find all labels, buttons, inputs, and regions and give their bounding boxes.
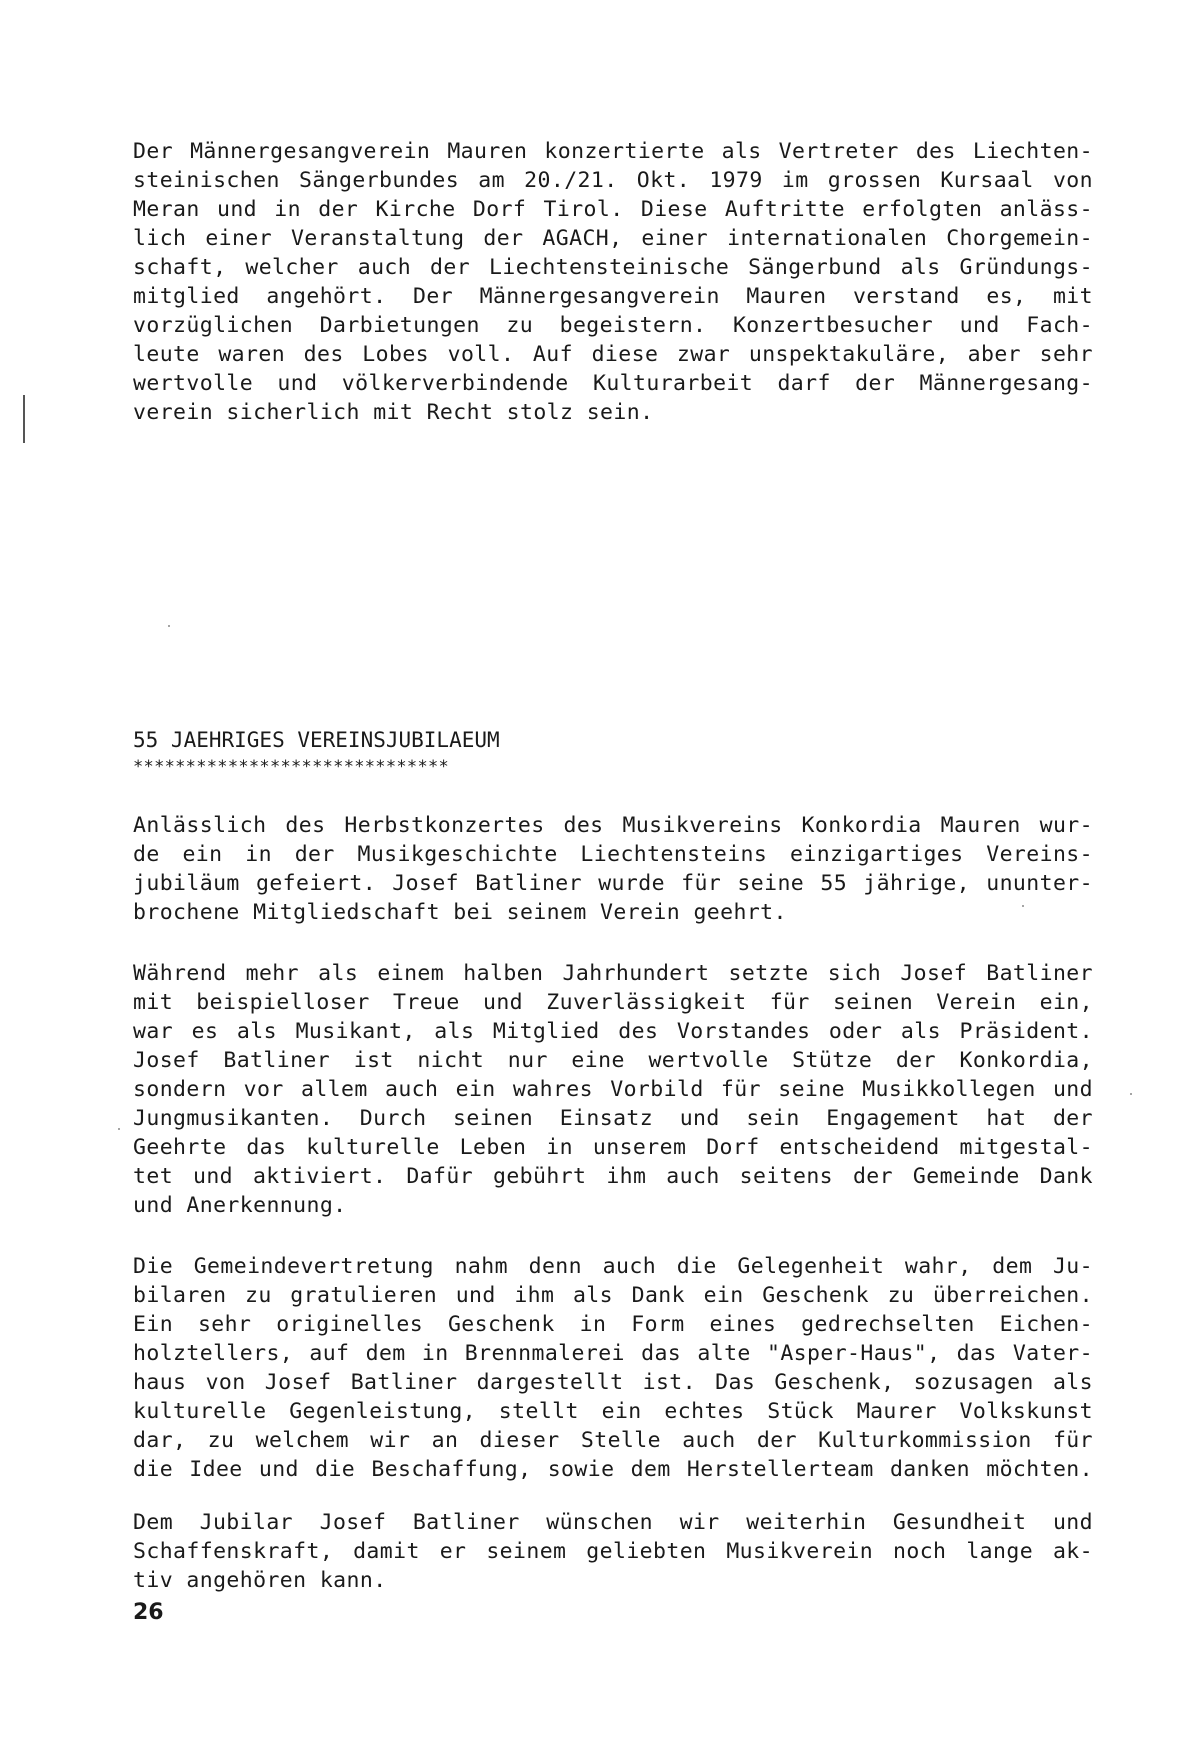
- text-line: schaft, welcher auch der Liechtensteinische Sängerbund als Gründungs-: [133, 255, 1093, 280]
- text-line: mit beispielloser Treue und Zuverlässigkeit für seinen Verein ein,: [133, 990, 1093, 1015]
- text-line: verein sicherlich mit Recht stolz sein.: [133, 400, 654, 425]
- text-line: mitglied angehört. Der Männergesangverein Mauren verstand es, mit: [133, 284, 1093, 309]
- scan-speck: [118, 1128, 120, 1130]
- text-line: vorzüglichen Darbietungen zu begeistern. Konzertbesucher und Fach-: [133, 313, 1093, 338]
- scan-speck: [1130, 1093, 1132, 1095]
- text-line: brochene Mitgliedschaft bei seinem Verein geehrt.: [133, 900, 787, 925]
- text-line: bilaren zu gratulieren und ihm als Dank ein Geschenk zu überreichen.: [133, 1283, 1093, 1308]
- text-line: de ein in der Musikgeschichte Liechtensteins einzigartiges Vereins-: [133, 842, 1093, 867]
- text-line: kulturelle Gegenleistung, stellt ein echtes Stück Maurer Volkskunst: [133, 1399, 1093, 1424]
- text-line: Josef Batliner ist nicht nur eine wertvolle Stütze der Konkordia,: [133, 1048, 1093, 1073]
- scan-speck: [168, 625, 170, 627]
- text-line: Ein sehr originelles Geschenk in Form eines gedrechselten Eichen-: [133, 1312, 1093, 1337]
- text-line: Der Männergesangverein Mauren konzertierte als Vertreter des Liechten-: [133, 139, 1093, 164]
- text-line: holztellers, auf dem in Brennmalerei das alte "Asper-Haus", das Vater-: [133, 1341, 1093, 1366]
- margin-mark: [23, 395, 25, 443]
- text-line: war es als Musikant, als Mitglied des Vorstandes oder als Präsident.: [133, 1019, 1093, 1044]
- text-line: tet und aktiviert. Dafür gebührt ihm auch seitens der Gemeinde Dank: [133, 1164, 1093, 1189]
- text-line: Schaffenskraft, damit er seinem geliebten Musikverein noch lange ak-: [133, 1539, 1093, 1564]
- text-line: wertvolle und völkerverbindende Kulturarbeit darf der Männergesang-: [133, 371, 1093, 396]
- text-line: Jungmusikanten. Durch seinen Einsatz und sein Engagement hat der: [133, 1106, 1093, 1131]
- text-line: Dem Jubilar Josef Batliner wünschen wir weiterhin Gesundheit und: [133, 1510, 1093, 1535]
- heading-underline: ******************************: [133, 757, 450, 777]
- page-number: 26: [133, 1600, 164, 1625]
- text-line: Anlässlich des Herbstkonzertes des Musikvereins Konkordia Mauren wur-: [133, 813, 1093, 838]
- text-line: dar, zu welchem wir an dieser Stelle auch der Kulturkommission für: [133, 1428, 1093, 1453]
- text-line: lich einer Veranstaltung der AGACH, einer internationalen Chorgemein-: [133, 226, 1093, 251]
- text-line: leute waren des Lobes voll. Auf diese zwar unspektakuläre, aber sehr: [133, 342, 1093, 367]
- section-heading: 55 JAEHRIGES VEREINSJUBILAEUM: [133, 728, 500, 752]
- text-line: Geehrte das kulturelle Leben in unserem Dorf entscheidend mitgestal-: [133, 1135, 1093, 1160]
- text-line: Während mehr als einem halben Jahrhundert setzte sich Josef Batliner: [133, 961, 1093, 986]
- text-line: und Anerkennung.: [133, 1193, 347, 1218]
- text-line: die Idee und die Beschaffung, sowie dem Herstellerteam danken möchten.: [133, 1457, 1093, 1482]
- text-line: haus von Josef Batliner dargestellt ist. Das Geschenk, sozusagen als: [133, 1370, 1093, 1395]
- text-line: Die Gemeindevertretung nahm denn auch die Gelegenheit wahr, dem Ju-: [133, 1254, 1093, 1279]
- text-line: steinischen Sängerbundes am 20./21. Okt. 1979 im grossen Kursaal von: [133, 168, 1093, 193]
- text-line: tiv angehören kann.: [133, 1568, 387, 1593]
- text-line: jubiläum gefeiert. Josef Batliner wurde für seine 55 jährige, ununter-: [133, 871, 1093, 896]
- text-line: sondern vor allem auch ein wahres Vorbild für seine Musikkollegen und: [133, 1077, 1093, 1102]
- text-line: Meran und in der Kirche Dorf Tirol. Diese Auftritte erfolgten anläss-: [133, 197, 1093, 222]
